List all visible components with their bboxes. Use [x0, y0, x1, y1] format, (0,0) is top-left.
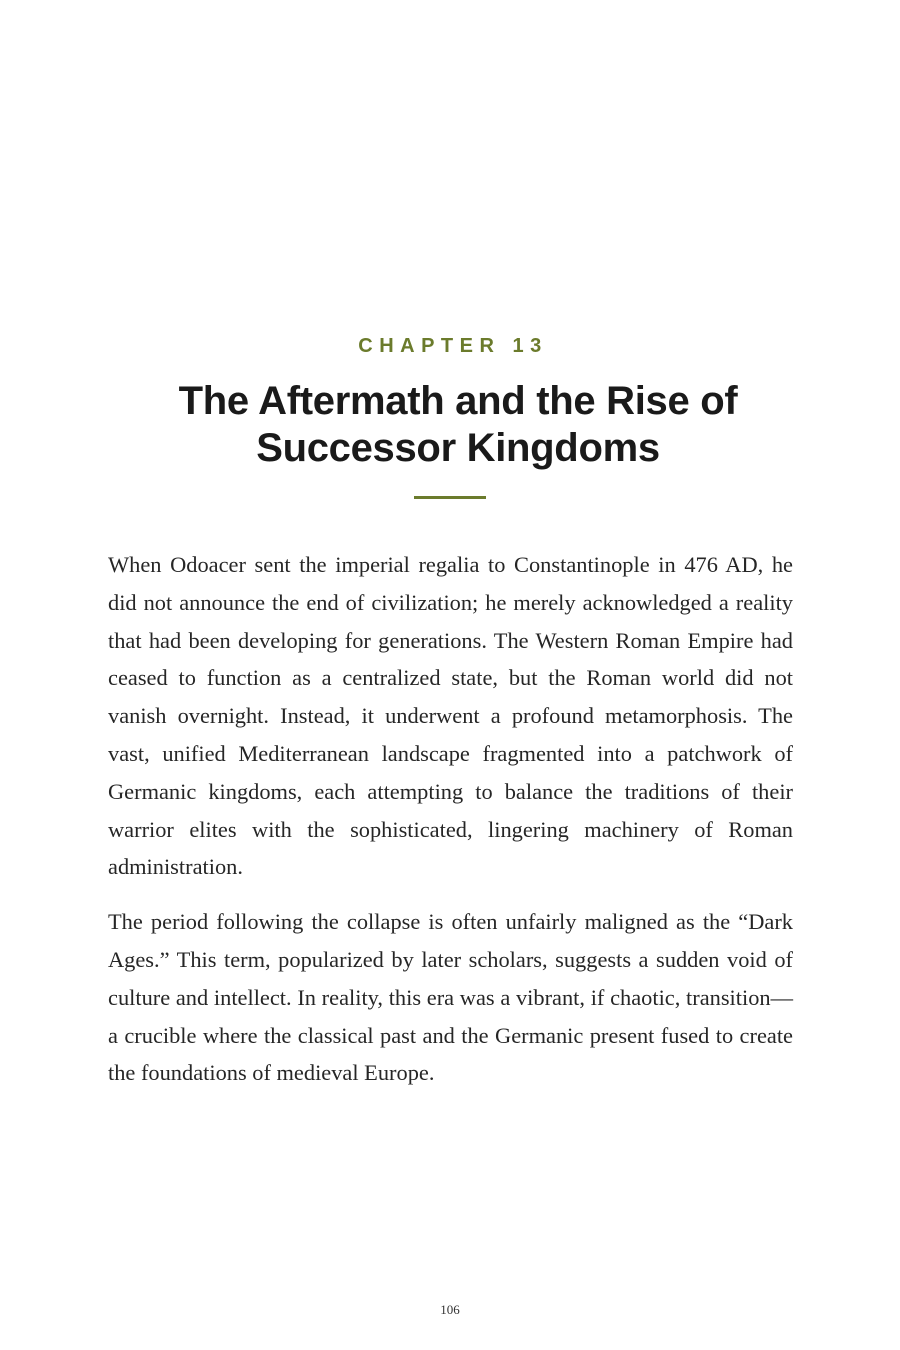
chapter-title-line-2: Successor Kingdoms [256, 426, 660, 470]
chapter-title-line-1: The Aftermath and the Rise of [178, 379, 738, 423]
paragraph-2: The period following the collapse is often unfairly maligned as the “Dark Ages.” This term, popularized by later scholars, suggests a sudden void of culture and intellect. In reality, this era was a vibrant, if chaotic, transition—a crucible where the classical past and the Germanic present fused to create the foundations of medieval Europe. [108, 909, 793, 1086]
chapter-body [108, 546, 793, 1109]
page-number: 106 [440, 1302, 460, 1317]
chapter-title [100, 378, 816, 472]
title-divider [414, 496, 486, 499]
paragraph-1: When Odoacer sent the imperial regalia to Constantinople in 476 AD, he did not announce the end of civilization; he merely acknowledged a reality that had been developing for generations. The Western Roman Empire had ceased to function as a centralized state, but the Roman world did not vanish overnight. Instead, it underwent a profound metamorphosis. The vast, unified Mediterranean landscape fragmented into a patchwork of Germanic kingdoms, each attempting to balance the traditions of their warrior elites with the sophisticated, lingering machinery of Roman administration. [108, 552, 793, 880]
chapter-label: CHAPTER 13 [358, 335, 548, 357]
